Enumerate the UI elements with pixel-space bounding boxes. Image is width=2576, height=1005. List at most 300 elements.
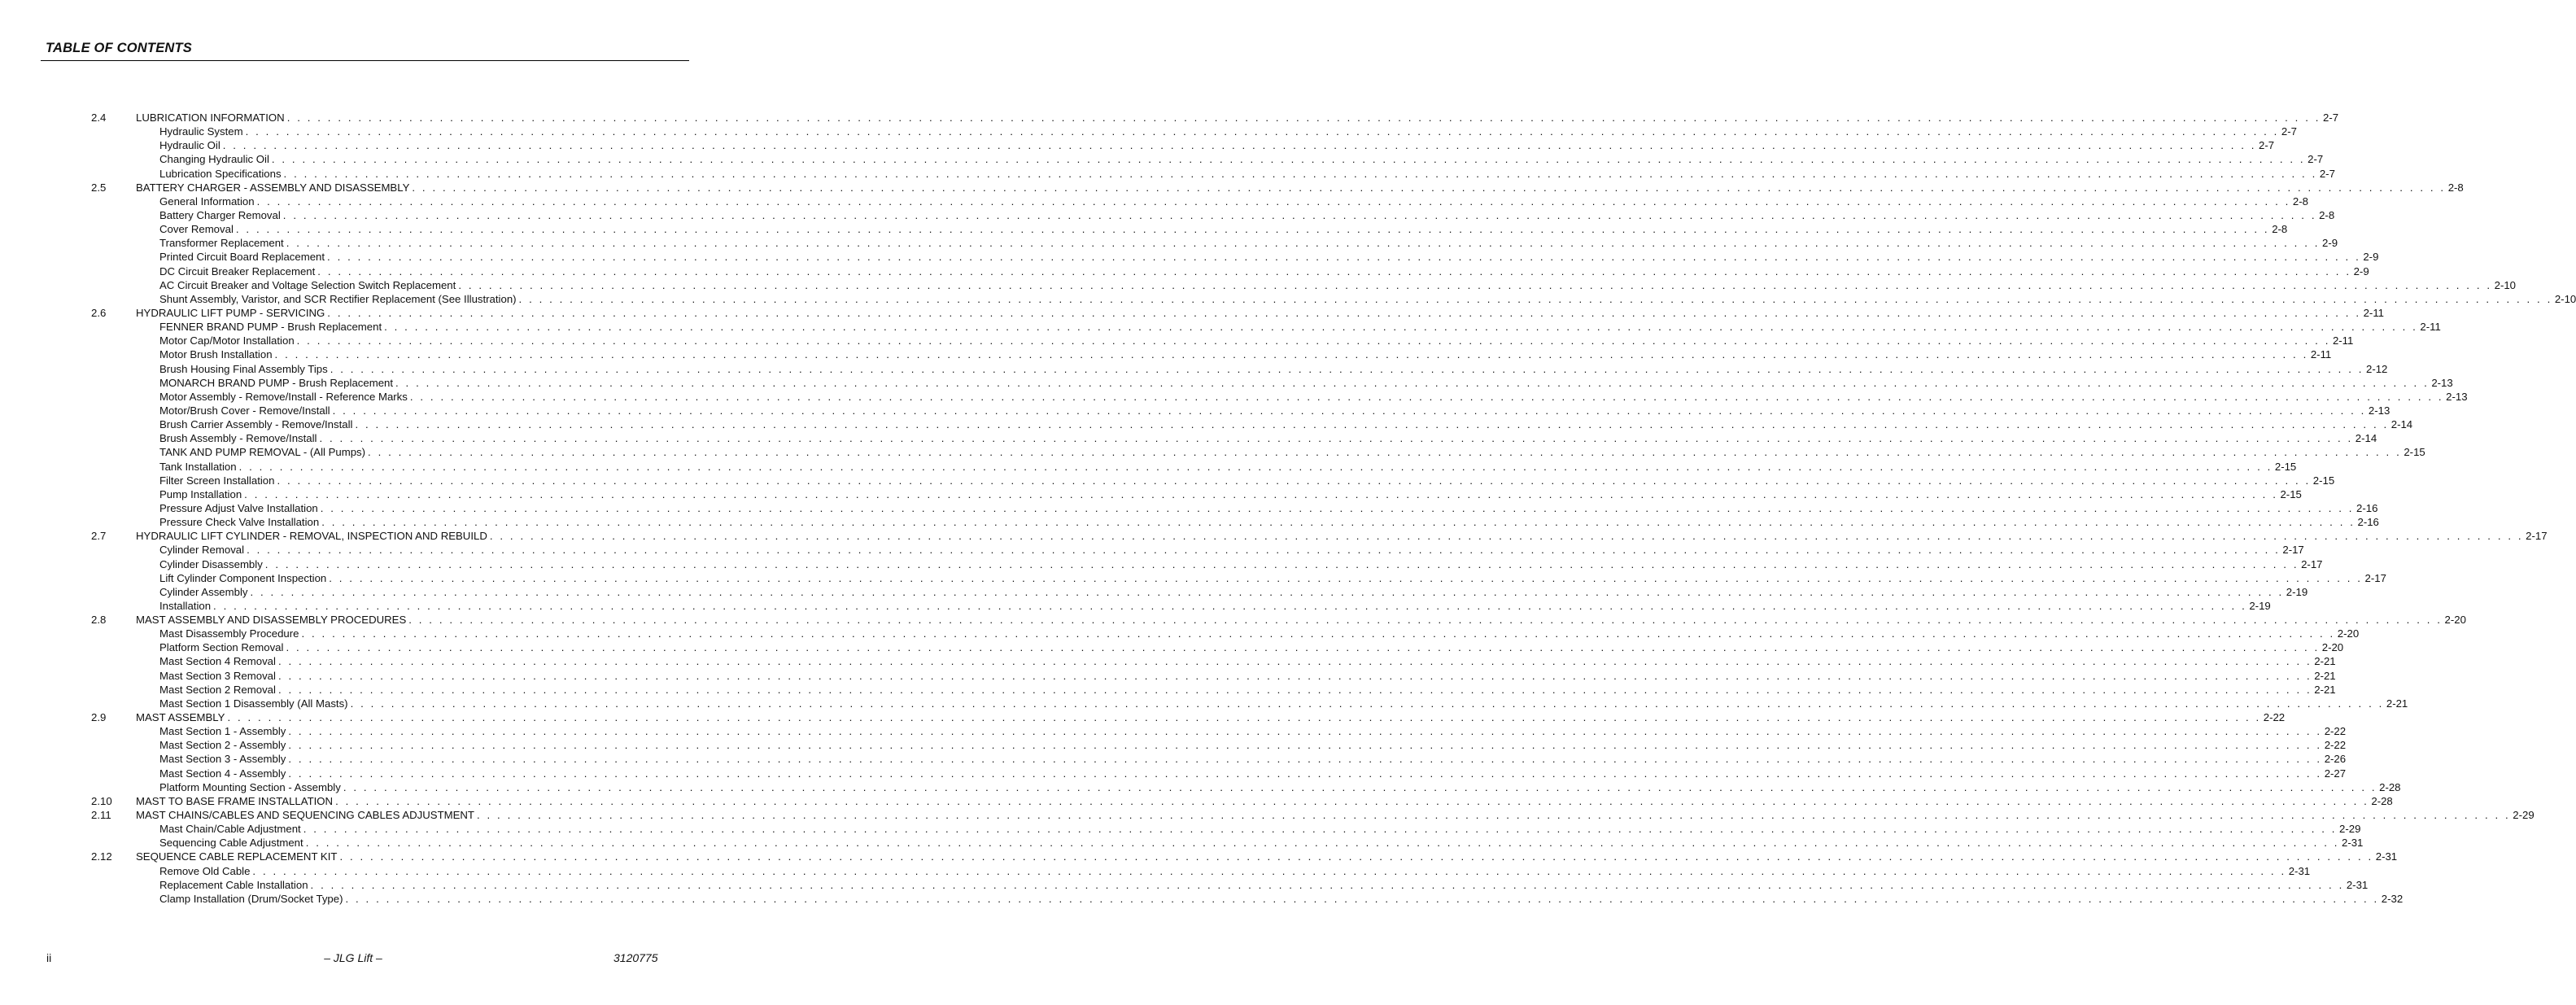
toc-dot-leader: . . . . . . . . . . . . . . . . . . . . . . . . . . . . . . . . . . . . . . . . . . . . . . . . . . . . . . . . . . . . . . . . . . . . . . . . . . . . . . . . . . . . . . . . . . . . . . . . . . . . . . . . . . . . . . . . . . . . . . . . . . . . . . . . . . . . . . . . . . . . . . . . . . . . . . . . . . . . . . . . . . . . . . . . . . . . . . . . . . . . . . . . . . . . . . . . . . . . . . . . (288, 753, 2322, 766)
toc-entry-title: Mast Section 2 Removal (159, 683, 276, 696)
toc-subsection-row[interactable] (91, 585, 2308, 599)
toc-dot-leader: . . . . . . . . . . . . . . . . . . . . . . . . . . . . . . . . . . . . . . . . . . . . . . . . . . . . . . . . . . . . . . . . . . . . . . . . . . . . . . . . . . . . . . . . . . . . . . . . . . . . . . . . . . . . . . . . . . . . . . . . . . . . . . . . . . . . . . . . . . . . . . . . . . . . . . . . . . . . . . . . . . . . . . . . . . . . . . . . . . . . . . . . . . . . . . . . . . . . . . . . (286, 641, 2320, 654)
toc-entry (136, 850, 2398, 863)
toc-entry-title: BATTERY CHARGER - ASSEMBLY AND DISASSEMBLY (136, 181, 410, 194)
toc-entry (159, 334, 2354, 347)
toc-entry (159, 654, 2336, 668)
toc-dot-leader: . . . . . . . . . . . . . . . . . . . . . . . . . . . . . . . . . . . . . . . . . . . . . . . . . . . . . . . . . . . . . . . . . . . . . . . . . . . . . . . . . . . . . . . . . . . . . . . . . . . . . . . . . . . . . . . . . . . . . . . . . . . . . . . . . . . . . . . . . . . . . . . . . . . . . . . . . . . . . . . . . . . . . . . . . . . . . . . . . . . . . . . . . . . . . . . . . . . . . . . . (256, 194, 2290, 208)
toc-entry (159, 194, 2308, 208)
toc-subsection-row[interactable] (91, 431, 2377, 445)
toc-entry (159, 250, 2379, 264)
toc-subsection-row[interactable] (91, 236, 2338, 250)
toc-subsection-row[interactable] (91, 557, 2323, 571)
toc-page-number: 2-21 (2386, 697, 2408, 710)
toc-entry (159, 152, 2324, 166)
toc-dot-leader: . . . . . . . . . . . . . . . . . . . . . . . . . . . . . . . . . . . . . . . . . . . . . . . . . . . . . . . . . . . . . . . . . . . . . . . . . . . . . . . . . . . . . . . . . . . . . . . . . . . . . . . . . . . . . . . . . . . . . . . . . . . . . . . . . . . . . . . . . . . . . . . . . . . . . . . . . . . . . . . . . . . . . . . . . . . . . . . . . . . . . . . . . . . . . . . . . . . . . . . . (319, 432, 2353, 445)
toc-page-number: 2-21 (2314, 683, 2336, 696)
toc-entry (159, 431, 2377, 445)
toc-entry (159, 320, 2441, 334)
toc-subsection-row[interactable] (91, 892, 2404, 906)
toc-entry-title: General Information (159, 194, 255, 208)
toc-entry-title: Pump Installation (159, 487, 242, 500)
toc-entry (159, 892, 2404, 906)
toc-subsection-row[interactable] (91, 445, 2425, 459)
toc-entry (159, 515, 2379, 529)
toc-dot-leader: . . . . . . . . . . . . . . . . . . . . . . . . . . . . . . . . . . . . . . . . . . . . . . . . . . . . . . . . . . . . . . . . . . . . . . . . . . . . . . . . . . . . . . . . . . . . . . . . . . . . . . . . . . . . . . . . . . . . . . . . . . . . . . . . . . . . . . . . . . . . . . . . . . . . . . . . . . . . . . . . . . . . . . . . . . . . . . . . . . . . . . . . . . . . . . . . . . . . . . . . (286, 237, 2320, 250)
toc-page-number: 2-31 (2288, 864, 2311, 877)
toc-page-number: 2-8 (2447, 181, 2464, 194)
toc-entry-title: Brush Housing Final Assembly Tips (159, 362, 328, 375)
toc-subsection-row[interactable] (91, 724, 2347, 738)
toc-dot-leader: . . . . . . . . . . . . . . . . . . . . . . . . . . . . . . . . . . . . . . . . . . . . . . . . . . . . . . . . . . . . . . . . . . . . . . . . . . . . . . . . . . . . . . . . . . . . . . . . . . . . . . . . . . . . . . . . . . . . . . . . . . . . . . . . . . . . . . . . . . . . . . . . . . . . . . . . . . . . . . . . . . . . . . . . . . . . . . . . . . . . . . . . . . . . . . . . . . . . . . . . (252, 864, 2286, 877)
toc-entry-title: HYDRAULIC LIFT PUMP - SERVICING (136, 306, 325, 319)
toc-subsection-row[interactable] (91, 571, 2386, 585)
toc-entry-title: Pressure Check Valve Installation (159, 516, 320, 529)
toc-dot-leader: . . . . . . . . . . . . . . . . . . . . . . . . . . . . . . . . . . . . . . . . . . . . . . . . . . . . . . . . . . . . . . . . . . . . . . . . . . . . . . . . . . . . . . . . . . . . . . . . . . . . . . . . . . . . . . . . . . . . . . . . . . . . . . . . . . . . . . . . . . . . . . . . . . . . . . . . . . . . . . . . . . . . . . . . . . . . . . . . . . . . . . . . . . . . . . . . . . . . . . . . (277, 683, 2312, 696)
toc-section-number: 2.12 (91, 850, 112, 863)
toc-dot-leader: . . . . . . . . . . . . . . . . . . . . . . . . . . . . . . . . . . . . . . . . . . . . . . . . . . . . . . . . . . . . . . . . . . . . . . . . . . . . . . . . . . . . . . . . . . . . . . . . . . . . . . . . . . . . . . . . . . . . . . . . . . . . . . . . . . . . . . . . . . . . . . . . . . . . . . . . . . . . . . . . . . . . . . . . . . . . . . . . . . . . . . . . . . . . . . . . . . . . . . . . (277, 655, 2312, 668)
toc-entry (159, 543, 2304, 557)
toc-dot-leader: . . . . . . . . . . . . . . . . . . . . . . . . . . . . . . . . . . . . . . . . . . . . . . . . . . . . . . . . . . . . . . . . . . . . . . . . . . . . . . . . . . . . . . . . . . . . . . . . . . . . . . . . . . . . . . . . . . . . . . . . . . . . . . . . . . . . . . . . . . . . . . . . . . . . . . . . . . . . . . . . . . . . . . . . . . . . . . . . . . . . . . . . . . . . . . . . . . . . . . . . (305, 837, 2339, 850)
toc-entry-title: Mast Section 4 Removal (159, 655, 276, 668)
toc-subsection-row[interactable] (91, 599, 2271, 613)
toc-page-number: 2-7 (2322, 111, 2339, 124)
toc-page-number: 2-29 (2513, 809, 2535, 822)
toc-page-number: 2-22 (2324, 725, 2347, 738)
toc-dot-leader: . . . . . . . . . . . . . . . . . . . . . . . . . . . . . . . . . . . . . . . . . . . . . . . . . . . . . . . . . . . . . . . . . . . . . . . . . . . . . . . . . . . . . . . . . . . . . . . . . . . . . . . . . . . . . . . . . . . . . . . . . . . . . . . . . . . . . . . . . . . . . . . . . . . . . . . . . . . . . . . . . . . . . . . . . . . . . . . . . . . . . . . . . . . . . . . . . . . . . . . . (286, 111, 2321, 124)
toc-page-number: 2-22 (2324, 739, 2347, 752)
toc-entry-title: Mast Disassembly Procedure (159, 627, 299, 640)
toc-page-number: 2-13 (2368, 404, 2390, 417)
footer-page-number: ii (46, 951, 52, 964)
footer-document-number: 3120775 (613, 951, 658, 964)
toc-entry (159, 640, 2344, 654)
toc-entry-title: Mast Section 2 - Assembly (159, 739, 286, 752)
toc-entry-title: Battery Charger Removal (159, 208, 281, 221)
toc-entry (159, 125, 2297, 138)
toc-page-number: 2-7 (2307, 153, 2324, 166)
toc-dot-leader: . . . . . . . . . . . . . . . . . . . . . . . . . . . . . . . . . . . . . . . . . . . . . . . . . . . . . . . . . . . . . . . . . . . . . . . . . . . . . . . . . . . . . . . . . . . . . . . . . . . . . . . . . . . . . . . . . . . . . . . . . . . . . . . . . . . . . . . . . . . . . . . . . . . . . . . . . . . . . . . . . . . . . . . . . . . . . . . . . . . . . . . . . . . . . . . . . . . . . . . . (408, 614, 2443, 627)
toc-entry (159, 167, 2335, 181)
toc-dot-leader: . . . . . . . . . . . . . . . . . . . . . . . . . . . . . . . . . . . . . . . . . . . . . . . . . . . . . . . . . . . . . . . . . . . . . . . . . . . . . . . . . . . . . . . . . . . . . . . . . . . . . . . . . . . . . . . . . . . . . . . . . . . . . . . . . . . . . . . . . . . . . . . . . . . . . . . . . . . . . . . . . . . . . . . . . . . . . . . . . . . . . . . . . . . . . . . . . . . . . . . . (329, 571, 2363, 584)
toc-dot-leader: . . . . . . . . . . . . . . . . . . . . . . . . . . . . . . . . . . . . . . . . . . . . . . . . . . . . . . . . . . . . . . . . . . . . . . . . . . . . . . . . . . . . . . . . . . . . . . . . . . . . . . . . . . . . . . . . . . . . . . . . . . . . . . . . . . . . . . . . . . . . . . . . . . . . . . . . . . . . . . . . . . . . . . . . . . . . . . . . . . . . . . . . . . . . . . . . . . . . . . . . (222, 139, 2257, 152)
toc-page-number: 2-11 (2363, 306, 2385, 319)
toc-section-row[interactable] (91, 111, 2339, 125)
toc-page-number: 2-19 (2249, 599, 2271, 612)
toc-subsection-row[interactable] (91, 292, 2576, 306)
toc-dot-leader: . . . . . . . . . . . . . . . . . . . . . . . . . . . . . . . . . . . . . . . . . . . . . . . . . . . . . . . . . . . . . . . . . . . . . . . . . . . . . . . . . . . . . . . . . . . . . . . . . . . . . . . . . . . . . . . . . . . . . . . . . . . . . . . . . . . . . . . . . . . . . . . . . . . . . . . . . . . . . . . . . . . . . . . . . . . . . . . . . . . . . . . . . . . . . . . . . . . . . . . . (238, 460, 2273, 473)
toc-entry-title: Motor Brush Installation (159, 348, 273, 361)
toc-subsection-row[interactable] (91, 264, 2369, 278)
toc-section-number: 2.4 (91, 111, 107, 124)
toc-entry (159, 278, 2517, 292)
toc-dot-leader: . . . . . . . . . . . . . . . . . . . . . . . . . . . . . . . . . . . . . . . . . . . . . . . . . . . . . . . . . . . . . . . . . . . . . . . . . . . . . . . . . . . . . . . . . . . . . . . . . . . . . . . . . . . . . . . . . . . . . . . . . . . . . . . . . . . . . . . . . . . . . . . . . . . . . . . . . . . . . . . . . . . . . . . . . . . . . . . . . . . . . . . . . . . . . . . . . . . . . . . . (213, 599, 2247, 612)
toc-dot-leader: . . . . . . . . . . . . . . . . . . . . . . . . . . . . . . . . . . . . . . . . . . . . . . . . . . . . . . . . . . . . . . . . . . . . . . . . . . . . . . . . . . . . . . . . . . . . . . . . . . . . . . . . . . . . . . . . . . . . . . . . . . . . . . . . . . . . . . . . . . . . . . . . . . . . . . . . . . . . . . . . . . . . . . . . . . . . . . . . . . . . . . . . . . . . . . . . . . . . . . . . (335, 794, 2369, 807)
toc-subsection-row[interactable] (91, 320, 2441, 334)
toc-entry (136, 710, 2286, 724)
toc-page-number: 2-29 (2339, 823, 2361, 836)
toc-section-number: 2.11 (91, 809, 111, 822)
toc-entry-title: MAST ASSEMBLY (136, 711, 225, 724)
toc-entry (136, 306, 2385, 320)
toc-entry-title: SEQUENCE CABLE REPLACEMENT KIT (136, 850, 338, 863)
toc-dot-leader: . . . . . . . . . . . . . . . . . . . . . . . . . . . . . . . . . . . . . . . . . . . . . . . . . . . . . . . . . . . . . . . . . . . . . . . . . . . . . . . . . . . . . . . . . . . . . . . . . . . . . . . . . . . . . . . . . . . . . . . . . . . . . . . . . . . . . . . . . . . . . . . . . . . . . . . . . . . . . . . . . . . . . . . . . . . . . . . . . . . . . . . . . . . . . . . . . . . . . . . . (518, 292, 2552, 305)
toc-page-number: 2-9 (2321, 237, 2338, 250)
toc-entry (159, 417, 2413, 431)
toc-entry (159, 599, 2271, 613)
toc-entry-title: TANK AND PUMP REMOVAL - (All Pumps) (159, 446, 366, 459)
toc-page-number: 2-17 (2301, 557, 2323, 570)
toc-entry-title: AC Circuit Breaker and Voltage Selection Switch Replacement (159, 278, 456, 291)
toc-page-number: 2-20 (2444, 614, 2466, 627)
toc-dot-leader: . . . . . . . . . . . . . . . . . . . . . . . . . . . . . . . . . . . . . . . . . . . . . . . . . . . . . . . . . . . . . . . . . . . . . . . . . . . . . . . . . . . . . . . . . . . . . . . . . . . . . . . . . . . . . . . . . . . . . . . . . . . . . . . . . . . . . . . . . . . . . . . . . . . . . . . . . . . . . . . . . . . . . . . . . . . . . . . . . . . . . . . . . . . . . . . . . . . . . . . . (277, 474, 2311, 487)
toc-entry-title: Lubrication Specifications (159, 167, 282, 180)
toc-page-number: 2-7 (2259, 139, 2275, 152)
toc-subsection-row[interactable] (91, 278, 2517, 292)
toc-dot-leader: . . . . . . . . . . . . . . . . . . . . . . . . . . . . . . . . . . . . . . . . . . . . . . . . . . . . . . . . . . . . . . . . . . . . . . . . . . . . . . . . . . . . . . . . . . . . . . . . . . . . . . . . . . . . . . . . . . . . . . . . . . . . . . . . . . . . . . . . . . . . . . . . . . . . . . . . . . . . . . . . . . . . . . . . . . . . . . . . . . . . . . . . . . . . . . . . . . . . . . . . (247, 544, 2281, 557)
toc-page-number: 2-26 (2324, 753, 2347, 766)
toc-entry (159, 724, 2347, 738)
toc-dot-leader: . . . . . . . . . . . . . . . . . . . . . . . . . . . . . . . . . . . . . . . . . . . . . . . . . . . . . . . . . . . . . . . . . . . . . . . . . . . . . . . . . . . . . . . . . . . . . . . . . . . . . . . . . . . . . . . . . . . . . . . . . . . . . . . . . . . . . . . . . . . . . . . . . . . . . . . . . . . . . . . . . . . . . . . . . . . . . . . . . . . . . . . . . . . . . . . . . . . . . . . . (244, 487, 2278, 500)
toc-dot-leader: . . . . . . . . . . . . . . . . . . . . . . . . . . . . . . . . . . . . . . . . . . . . . . . . . . . . . . . . . . . . . . . . . . . . . . . . . . . . . . . . . . . . . . . . . . . . . . . . . . . . . . . . . . . . . . . . . . . . . . . . . . . . . . . . . . . . . . . . . . . . . . . . . . . . . . . . . . . . . . . . . . . . . . . . . . . . . . . . . . . . . . . . . . . . . . . . . . . . . . . . (384, 321, 2418, 334)
toc-entry (159, 264, 2369, 278)
toc-page-number: 2-12 (2366, 362, 2388, 375)
toc-page-number: 2-17 (2526, 530, 2548, 543)
toc-subsection-row[interactable] (91, 194, 2308, 208)
toc-subsection-row[interactable] (91, 152, 2324, 166)
toc-entry (159, 752, 2347, 766)
toc-subsection-row[interactable] (91, 878, 2369, 892)
toc-page-number: 2-14 (2390, 418, 2413, 431)
toc-entry-title: Platform Section Removal (159, 641, 284, 654)
toc-dot-leader: . . . . . . . . . . . . . . . . . . . . . . . . . . . . . . . . . . . . . . . . . . . . . . . . . . . . . . . . . . . . . . . . . . . . . . . . . . . . . . . . . . . . . . . . . . . . . . . . . . . . . . . . . . . . . . . . . . . . . . . . . . . . . . . . . . . . . . . . . . . . . . . . . . . . . . . . . . . . . . . . . . . . . . . . . . . . . . . . . . . . . . . . . . . . . . . . . . . . . . . . (339, 850, 2373, 863)
toc-page-number: 2-17 (2282, 544, 2304, 557)
toc-dot-leader: . . . . . . . . . . . . . . . . . . . . . . . . . . . . . . . . . . . . . . . . . . . . . . . . . . . . . . . . . . . . . . . . . . . . . . . . . . . . . . . . . . . . . . . . . . . . . . . . . . . . . . . . . . . . . . . . . . . . . . . . . . . . . . . . . . . . . . . . . . . . . . . . . . . . . . . . . . . . . . . . . . . . . . . . . . . . . . . . . . . . . . . . . . . . . . . . . . . . . . . . (320, 501, 2355, 514)
toc-entry (159, 864, 2311, 878)
toc-entry (159, 822, 2361, 836)
toc-subsection-row[interactable] (91, 167, 2335, 181)
toc-subsection-row[interactable] (91, 501, 2378, 515)
toc-entry-title: FENNER BRAND PUMP - Brush Replacement (159, 321, 382, 334)
toc-subsection-row[interactable] (91, 767, 2347, 780)
toc-entry-title: MAST CHAINS/CABLES AND SEQUENCING CABLES ADJUSTMENT (136, 809, 474, 822)
toc-entry-title: Hydraulic System (159, 125, 243, 138)
toc-section-number: 2.8 (91, 614, 107, 627)
toc-entry (136, 808, 2535, 822)
toc-entry-title: Mast Chain/Cable Adjustment (159, 823, 301, 836)
toc-entry (159, 501, 2378, 515)
toc-subsection-row[interactable] (91, 627, 2360, 640)
toc-page-number: 2-7 (2281, 125, 2297, 138)
toc-page-number: 2-20 (2337, 627, 2360, 640)
toc-entry-title: Installation (159, 599, 212, 612)
toc-dot-leader: . . . . . . . . . . . . . . . . . . . . . . . . . . . . . . . . . . . . . . . . . . . . . . . . . . . . . . . . . . . . . . . . . . . . . . . . . . . . . . . . . . . . . . . . . . . . . . . . . . . . . . . . . . . . . . . . . . . . . . . . . . . . . . . . . . . . . . . . . . . . . . . . . . . . . . . . . . . . . . . . . . . . . . . . . . . . . . . . . . . . . . . . . . . . . . . . . . . . . . . . (264, 557, 2299, 570)
toc-subsection-row[interactable] (91, 347, 2332, 361)
toc-entry-title: Mast Section 1 Disassembly (All Masts) (159, 697, 348, 710)
toc-subsection-row[interactable] (91, 474, 2335, 487)
toc-dot-leader: . . . . . . . . . . . . . . . . . . . . . . . . . . . . . . . . . . . . . . . . . . . . . . . . . . . . . . . . . . . . . . . . . . . . . . . . . . . . . . . . . . . . . . . . . . . . . . . . . . . . . . . . . . . . . . . . . . . . . . . . . . . . . . . . . . . . . . . . . . . . . . . . . . . . . . . . . . . . . . . . . . . . . . . . . . . . . . . . . . . . . . . . . . . . . . . . . . . . . . . . (458, 278, 2492, 291)
toc-dot-leader: . . . . . . . . . . . . . . . . . . . . . . . . . . . . . . . . . . . . . . . . . . . . . . . . . . . . . . . . . . . . . . . . . . . . . . . . . . . . . . . . . . . . . . . . . . . . . . . . . . . . . . . . . . . . . . . . . . . . . . . . . . . . . . . . . . . . . . . . . . . . . . . . . . . . . . . . . . . . . . . . . . . . . . . . . . . . . . . . . . . . . . . . . . . . . . . . . . . . . . . . (277, 669, 2312, 682)
toc-subsection-row[interactable] (91, 125, 2297, 138)
toc-page-number: 2-8 (2319, 208, 2335, 221)
toc-entry (159, 208, 2335, 222)
toc-subsection-row[interactable] (91, 683, 2336, 697)
toc-dot-leader: . . . . . . . . . . . . . . . . . . . . . . . . . . . . . . . . . . . . . . . . . . . . . . . . . . . . . . . . . . . . . . . . . . . . . . . . . . . . . . . . . . . . . . . . . . . . . . . . . . . . . . . . . . . . . . . . . . . . . . . . . . . . . . . . . . . . . . . . . . . . . . . . . . . . . . . . . . . . . . . . . . . . . . . . . . . . . . . . . . . . . . . . . . . . . . . . . . . . . . . . (489, 530, 2524, 543)
toc-dot-leader: . . . . . . . . . . . . . . . . . . . . . . . . . . . . . . . . . . . . . . . . . . . . . . . . . . . . . . . . . . . . . . . . . . . . . . . . . . . . . . . . . . . . . . . . . . . . . . . . . . . . . . . . . . . . . . . . . . . . . . . . . . . . . . . . . . . . . . . . . . . . . . . . . . . . . . . . . . . . . . . . . . . . . . . . . . . . . . . . . . . . . . . . . . . . . . . . . . . . . . . . (282, 208, 2317, 221)
toc-entry (136, 529, 2548, 543)
toc-page-number: 2-9 (2363, 251, 2379, 264)
toc-subsection-row[interactable] (91, 738, 2347, 752)
toc-entry-title: Hydraulic Oil (159, 139, 220, 152)
toc-dot-leader: . . . . . . . . . . . . . . . . . . . . . . . . . . . . . . . . . . . . . . . . . . . . . . . . . . . . . . . . . . . . . . . . . . . . . . . . . . . . . . . . . . . . . . . . . . . . . . . . . . . . . . . . . . . . . . . . . . . . . . . . . . . . . . . . . . . . . . . . . . . . . . . . . . . . . . . . . . . . . . . . . . . . . . . . . . . . . . . . . . . . . . . . . . . . . . . . . . . . . . . . (327, 251, 2361, 264)
toc-subsection-row[interactable] (91, 543, 2304, 557)
toc-entry (136, 111, 2339, 125)
toc-subsection-row[interactable] (91, 780, 2401, 794)
toc-dot-leader: . . . . . . . . . . . . . . . . . . . . . . . . . . . . . . . . . . . . . . . . . . . . . . . . . . . . . . . . . . . . . . . . . . . . . . . . . . . . . . . . . . . . . . . . . . . . . . . . . . . . . . . . . . . . . . . . . . . . . . . . . . . . . . . . . . . . . . . . . . . . . . . . . . . . . . . . . . . . . . . . . . . . . . . . . . . . . . . . . . . . . . . . . . . . . . . . . . . . . . . . (235, 223, 2270, 236)
toc-entry-title: Cylinder Disassembly (159, 557, 263, 570)
toc-page-number: 2-19 (2286, 585, 2308, 598)
toc-entry (159, 557, 2323, 571)
toc-page-number: 2-7 (2319, 167, 2335, 180)
toc-page-number: 2-31 (2375, 850, 2398, 863)
toc-entry (159, 669, 2336, 683)
toc-entry (159, 138, 2275, 152)
toc-subsection-row[interactable] (91, 864, 2311, 878)
toc-entry-title: DC Circuit Breaker Replacement (159, 264, 316, 277)
toc-section-row[interactable] (91, 613, 2466, 627)
toc-entry-title: MAST ASSEMBLY AND DISASSEMBLY PROCEDURES (136, 614, 407, 627)
toc-entry-title: Pressure Adjust Valve Installation (159, 501, 318, 514)
toc-dot-leader: . . . . . . . . . . . . . . . . . . . . . . . . . . . . . . . . . . . . . . . . . . . . . . . . . . . . . . . . . . . . . . . . . . . . . . . . . . . . . . . . . . . . . . . . . . . . . . . . . . . . . . . . . . . . . . . . . . . . . . . . . . . . . . . . . . . . . . . . . . . . . . . . . . . . . . . . . . . . . . . . . . . . . . . . . . . . . . . . . . . . . . . . . . . . . . . . . . . . . . . . (350, 697, 2384, 710)
toc-entry (159, 474, 2335, 487)
toc-section-row[interactable] (91, 808, 2535, 822)
toc-page-number: 2-22 (2263, 711, 2286, 724)
toc-entry-title: Cylinder Removal (159, 544, 245, 557)
toc-entry-title: Platform Mounting Section - Assembly (159, 780, 341, 793)
toc-entry-title: MONARCH BRAND PUMP - Brush Replacement (159, 376, 394, 389)
toc-entry (159, 585, 2308, 599)
toc-entry (159, 836, 2364, 850)
toc-page-number: 2-8 (2272, 223, 2288, 236)
toc-dot-leader: . . . . . . . . . . . . . . . . . . . . . . . . . . . . . . . . . . . . . . . . . . . . . . . . . . . . . . . . . . . . . . . . . . . . . . . . . . . . . . . . . . . . . . . . . . . . . . . . . . . . . . . . . . . . . . . . . . . . . . . . . . . . . . . . . . . . . . . . . . . . . . . . . . . . . . . . . . . . . . . . . . . . . . . . . . . . . . . . . . . . . . . . . . . . . . . . . . . . . . . . (330, 362, 2364, 375)
toc-section-number: 2.5 (91, 181, 107, 194)
toc-page-number: 2-14 (2355, 432, 2377, 445)
toc-entry-title: Replacement Cable Installation (159, 878, 308, 891)
toc-page-number: 2-21 (2314, 655, 2336, 668)
toc-page-number: 2-16 (2356, 501, 2378, 514)
toc-subsection-row[interactable] (91, 222, 2288, 236)
toc-dot-leader: . . . . . . . . . . . . . . . . . . . . . . . . . . . . . . . . . . . . . . . . . . . . . . . . . . . . . . . . . . . . . . . . . . . . . . . . . . . . . . . . . . . . . . . . . . . . . . . . . . . . . . . . . . . . . . . . . . . . . . . . . . . . . . . . . . . . . . . . . . . . . . . . . . . . . . . . . . . . . . . . . . . . . . . . . . . . . . . . . . . . . . . . . . . . . . . . . . . . . . . . (271, 153, 2306, 166)
toc-section-row[interactable] (91, 794, 2393, 808)
toc-subsection-row[interactable] (91, 822, 2361, 836)
toc-dot-leader: . . . . . . . . . . . . . . . . . . . . . . . . . . . . . . . . . . . . . . . . . . . . . . . . . . . . . . . . . . . . . . . . . . . . . . . . . . . . . . . . . . . . . . . . . . . . . . . . . . . . . . . . . . . . . . . . . . . . . . . . . . . . . . . . . . . . . . . . . . . . . . . . . . . . . . . . . . . . . . . . . . . . . . . . . . . . . . . . . . . . . . . . . . . . . . . . . . . . . . . . (303, 823, 2338, 836)
toc-dot-leader: . . . . . . . . . . . . . . . . . . . . . . . . . . . . . . . . . . . . . . . . . . . . . . . . . . . . . . . . . . . . . . . . . . . . . . . . . . . . . . . . . . . . . . . . . . . . . . . . . . . . . . . . . . . . . . . . . . . . . . . . . . . . . . . . . . . . . . . . . . . . . . . . . . . . . . . . . . . . . . . . . . . . . . . . . . . . . . . . . . . . . . . . . . . . . . . . . . . . . . . . (355, 418, 2389, 431)
toc-dot-leader: . . . . . . . . . . . . . . . . . . . . . . . . . . . . . . . . . . . . . . . . . . . . . . . . . . . . . . . . . . . . . . . . . . . . . . . . . . . . . . . . . . . . . . . . . . . . . . . . . . . . . . . . . . . . . . . . . . . . . . . . . . . . . . . . . . . . . . . . . . . . . . . . . . . . . . . . . . . . . . . . . . . . . . . . . . . . . . . . . . . . . . . . . . . . . . . . . . . . . . . . (412, 181, 2446, 194)
toc-dot-leader: . . . . . . . . . . . . . . . . . . . . . . . . . . . . . . . . . . . . . . . . . . . . . . . . . . . . . . . . . . . . . . . . . . . . . . . . . . . . . . . . . . . . . . . . . . . . . . . . . . . . . . . . . . . . . . . . . . . . . . . . . . . . . . . . . . . . . . . . . . . . . . . . . . . . . . . . . . . . . . . . . . . . . . . . . . . . . . . . . . . . . . . . . . . . . . . . . . . . . . . . (395, 376, 2430, 389)
toc-entry-title: HYDRAULIC LIFT CYLINDER - REMOVAL, INSPECTION AND REBUILD (136, 530, 487, 543)
toc-subsection-row[interactable] (91, 515, 2379, 529)
toc-entry-title: Clamp Installation (Drum/Socket Type) (159, 892, 343, 905)
toc-entry (159, 697, 2408, 710)
toc-subsection-row[interactable] (91, 460, 2297, 474)
toc-dot-leader: . . . . . . . . . . . . . . . . . . . . . . . . . . . . . . . . . . . . . . . . . . . . . . . . . . . . . . . . . . . . . . . . . . . . . . . . . . . . . . . . . . . . . . . . . . . . . . . . . . . . . . . . . . . . . . . . . . . . . . . . . . . . . . . . . . . . . . . . . . . . . . . . . . . . . . . . . . . . . . . . . . . . . . . . . . . . . . . . . . . . . . . . . . . . . . . . . . . . . . . . (310, 878, 2344, 891)
toc-dot-leader: . . . . . . . . . . . . . . . . . . . . . . . . . . . . . . . . . . . . . . . . . . . . . . . . . . . . . . . . . . . . . . . . . . . . . . . . . . . . . . . . . . . . . . . . . . . . . . . . . . . . . . . . . . . . . . . . . . . . . . . . . . . . . . . . . . . . . . . . . . . . . . . . . . . . . . . . . . . . . . . . . . . . . . . . . . . . . . . . . . . . . . . . . . . . . . . . . . . . . . . . (409, 390, 2444, 403)
toc-entry-title: MAST TO BASE FRAME INSTALLATION (136, 794, 334, 807)
toc-entry-title: Printed Circuit Board Replacement (159, 251, 325, 264)
toc-section-number: 2.6 (91, 306, 107, 319)
toc-page-number: 2-15 (2404, 446, 2425, 459)
toc-subsection-row[interactable] (91, 208, 2335, 222)
toc-entry (159, 780, 2401, 794)
toc-page-number: 2-32 (2381, 892, 2404, 905)
toc-entry (159, 445, 2425, 459)
toc-dot-leader: . . . . . . . . . . . . . . . . . . . . . . . . . . . . . . . . . . . . . . . . . . . . . . . . . . . . . . . . . . . . . . . . . . . . . . . . . . . . . . . . . . . . . . . . . . . . . . . . . . . . . . . . . . . . . . . . . . . . . . . . . . . . . . . . . . . . . . . . . . . . . . . . . . . . . . . . . . . . . . . . . . . . . . . . . . . . . . . . . . . . . . . . . . . . . . . . . . . . . . . . (288, 725, 2322, 738)
toc-entry (159, 362, 2388, 376)
toc-entry-title: Remove Old Cable (159, 864, 251, 877)
toc-entry (159, 347, 2332, 361)
toc-subsection-row[interactable] (91, 417, 2413, 431)
toc-entry-title: Shunt Assembly, Varistor, and SCR Rectifier Replacement (See Illustration) (159, 292, 517, 305)
toc-entry-title: Motor Cap/Motor Installation (159, 334, 295, 347)
toc-page-number: 2-31 (2341, 837, 2364, 850)
toc-entry-title: Filter Screen Installation (159, 474, 275, 487)
toc-dot-leader: . . . . . . . . . . . . . . . . . . . . . . . . . . . . . . . . . . . . . . . . . . . . . . . . . . . . . . . . . . . . . . . . . . . . . . . . . . . . . . . . . . . . . . . . . . . . . . . . . . . . . . . . . . . . . . . . . . . . . . . . . . . . . . . . . . . . . . . . . . . . . . . . . . . . . . . . . . . . . . . . . . . . . . . . . . . . . . . . . . . . . . . . . . . . . . . . . . . . . . . . (250, 585, 2284, 598)
toc-entry (159, 222, 2288, 236)
toc-entry-title: Tank Installation (159, 460, 237, 473)
toc-page-number: 2-11 (2420, 321, 2441, 334)
toc-entry-title: Motor Assembly - Remove/Install - Reference Marks (159, 390, 408, 403)
toc-entry (159, 878, 2369, 892)
toc-dot-leader: . . . . . . . . . . . . . . . . . . . . . . . . . . . . . . . . . . . . . . . . . . . . . . . . . . . . . . . . . . . . . . . . . . . . . . . . . . . . . . . . . . . . . . . . . . . . . . . . . . . . . . . . . . . . . . . . . . . . . . . . . . . . . . . . . . . . . . . . . . . . . . . . . . . . . . . . . . . . . . . . . . . . . . . . . . . . . . . . . . . . . . . . . . . . . . . . . . . . . . . . (343, 780, 2377, 793)
toc-entry-title: Mast Section 1 - Assembly (159, 725, 286, 738)
toc-section-row[interactable] (91, 850, 2398, 863)
toc-page-number: 2-13 (2431, 376, 2453, 389)
toc-entry-title: Brush Assembly - Remove/Install (159, 432, 317, 445)
toc-dot-leader: . . . . . . . . . . . . . . . . . . . . . . . . . . . . . . . . . . . . . . . . . . . . . . . . . . . . . . . . . . . . . . . . . . . . . . . . . . . . . . . . . . . . . . . . . . . . . . . . . . . . . . . . . . . . . . . . . . . . . . . . . . . . . . . . . . . . . . . . . . . . . . . . . . . . . . . . . . . . . . . . . . . . . . . . . . . . . . . . . . . . . . . . . . . . . . . . . . . . . . . . (274, 348, 2308, 361)
toc-dot-leader: . . . . . . . . . . . . . . . . . . . . . . . . . . . . . . . . . . . . . . . . . . . . . . . . . . . . . . . . . . . . . . . . . . . . . . . . . . . . . . . . . . . . . . . . . . . . . . . . . . . . . . . . . . . . . . . . . . . . . . . . . . . . . . . . . . . . . . . . . . . . . . . . . . . . . . . . . . . . . . . . . . . . . . . . . . . . . . . . . . . . . . . . . . . . . . . . . . . . . . . . (327, 306, 2361, 319)
toc-subsection-row[interactable] (91, 487, 2302, 501)
toc-section-number: 2.10 (91, 794, 112, 807)
toc-page-number: 2-28 (2371, 794, 2393, 807)
toc-page-number: 2-13 (2446, 390, 2468, 403)
page-title: TABLE OF CONTENTS (46, 41, 193, 55)
toc-subsection-row[interactable] (91, 250, 2379, 264)
toc-entry (159, 487, 2302, 501)
toc-entry-title: Lift Cylinder Component Inspection (159, 571, 327, 584)
toc-entry-title: Mast Section 3 - Assembly (159, 753, 286, 766)
toc-entry (159, 292, 2576, 306)
toc-dot-leader: . . . . . . . . . . . . . . . . . . . . . . . . . . . . . . . . . . . . . . . . . . . . . . . . . . . . . . . . . . . . . . . . . . . . . . . . . . . . . . . . . . . . . . . . . . . . . . . . . . . . . . . . . . . . . . . . . . . . . . . . . . . . . . . . . . . . . . . . . . . . . . . . . . . . . . . . . . . . . . . . . . . . . . . . . . . . . . . . . . . . . . . . . . . . . . . . . . . . . . . . (301, 627, 2335, 640)
toc-entry (136, 613, 2466, 627)
toc-subsection-row[interactable] (91, 138, 2275, 152)
toc-entry (136, 181, 2464, 194)
toc-dot-leader: . . . . . . . . . . . . . . . . . . . . . . . . . . . . . . . . . . . . . . . . . . . . . . . . . . . . . . . . . . . . . . . . . . . . . . . . . . . . . . . . . . . . . . . . . . . . . . . . . . . . . . . . . . . . . . . . . . . . . . . . . . . . . . . . . . . . . . . . . . . . . . . . . . . . . . . . . . . . . . . . . . . . . . . . . . . . . . . . . . . . . . . . . . . . . . . . . . . . . . . . (227, 711, 2261, 724)
toc-page-number: 2-15 (2274, 460, 2297, 473)
toc-dot-leader: . . . . . . . . . . . . . . . . . . . . . . . . . . . . . . . . . . . . . . . . . . . . . . . . . . . . . . . . . . . . . . . . . . . . . . . . . . . . . . . . . . . . . . . . . . . . . . . . . . . . . . . . . . . . . . . . . . . . . . . . . . . . . . . . . . . . . . . . . . . . . . . . . . . . . . . . . . . . . . . . . . . . . . . . . . . . . . . . . . . . . . . . . . . . . . . . . . . . . . . . (288, 739, 2322, 752)
toc-dot-leader: . . . . . . . . . . . . . . . . . . . . . . . . . . . . . . . . . . . . . . . . . . . . . . . . . . . . . . . . . . . . . . . . . . . . . . . . . . . . . . . . . . . . . . . . . . . . . . . . . . . . . . . . . . . . . . . . . . . . . . . . . . . . . . . . . . . . . . . . . . . . . . . . . . . . . . . . . . . . . . . . . . . . . . . . . . . . . . . . . . . . . . . . . . . . . . . . . . . . . . . . (283, 167, 2317, 180)
toc-subsection-row[interactable] (91, 376, 2453, 390)
toc-entry (159, 683, 2336, 697)
toc-dot-leader: . . . . . . . . . . . . . . . . . . . . . . . . . . . . . . . . . . . . . . . . . . . . . . . . . . . . . . . . . . . . . . . . . . . . . . . . . . . . . . . . . . . . . . . . . . . . . . . . . . . . . . . . . . . . . . . . . . . . . . . . . . . . . . . . . . . . . . . . . . . . . . . . . . . . . . . . . . . . . . . . . . . . . . . . . . . . . . . . . . . . . . . . . . . . . . . . . . . . . . . . (345, 892, 2379, 905)
toc-entry (159, 627, 2360, 640)
toc-subsection-row[interactable] (91, 362, 2388, 376)
toc-page-number: 2-16 (2357, 516, 2379, 529)
toc-dot-leader: . . . . . . . . . . . . . . . . . . . . . . . . . . . . . . . . . . . . . . . . . . . . . . . . . . . . . . . . . . . . . . . . . . . . . . . . . . . . . . . . . . . . . . . . . . . . . . . . . . . . . . . . . . . . . . . . . . . . . . . . . . . . . . . . . . . . . . . . . . . . . . . . . . . . . . . . . . . . . . . . . . . . . . . . . . . . . . . . . . . . . . . . . . . . . . . . . . . . . . . . (332, 404, 2366, 417)
toc-dot-leader: . . . . . . . . . . . . . . . . . . . . . . . . . . . . . . . . . . . . . . . . . . . . . . . . . . . . . . . . . . . . . . . . . . . . . . . . . . . . . . . . . . . . . . . . . . . . . . . . . . . . . . . . . . . . . . . . . . . . . . . . . . . . . . . . . . . . . . . . . . . . . . . . . . . . . . . . . . . . . . . . . . . . . . . . . . . . . . . . . . . . . . . . . . . . . . . . . . . . . . . . (368, 446, 2402, 459)
toc-entry-title: Cylinder Assembly (159, 585, 248, 598)
toc-subsection-row[interactable] (91, 404, 2390, 417)
toc-entry-title: Cover Removal (159, 223, 234, 236)
footer-publisher: – JLG Lift – (324, 951, 382, 964)
toc-entry-title: Sequencing Cable Adjustment (159, 837, 303, 850)
toc-section-number: 2.9 (91, 711, 107, 724)
toc-page-number: 2-21 (2314, 669, 2336, 682)
toc-section-row[interactable] (91, 181, 2464, 194)
toc-dot-leader: . . . . . . . . . . . . . . . . . . . . . . . . . . . . . . . . . . . . . . . . . . . . . . . . . . . . . . . . . . . . . . . . . . . . . . . . . . . . . . . . . . . . . . . . . . . . . . . . . . . . . . . . . . . . . . . . . . . . . . . . . . . . . . . . . . . . . . . . . . . . . . . . . . . . . . . . . . . . . . . . . . . . . . . . . . . . . . . . . . . . . . . . . . . . . . . . . . . . . . . . (321, 516, 2356, 529)
toc-subsection-row[interactable] (91, 697, 2408, 710)
toc-section-row[interactable] (91, 710, 2286, 724)
toc-dot-leader: . . . . . . . . . . . . . . . . . . . . . . . . . . . . . . . . . . . . . . . . . . . . . . . . . . . . . . . . . . . . . . . . . . . . . . . . . . . . . . . . . . . . . . . . . . . . . . . . . . . . . . . . . . . . . . . . . . . . . . . . . . . . . . . . . . . . . . . . . . . . . . . . . . . . . . . . . . . . . . . . . . . . . . . . . . . . . . . . . . . . . . . . . . . . . . . . . . . . . . . . (476, 809, 2511, 822)
toc-page-number: 2-10 (2494, 278, 2517, 291)
toc-page-number: 2-31 (2346, 878, 2369, 891)
toc-page-number: 2-8 (2292, 194, 2308, 208)
toc-subsection-row[interactable] (91, 640, 2344, 654)
toc-entry (136, 794, 2393, 808)
table-of-contents (91, 111, 2576, 906)
toc-subsection-row[interactable] (91, 654, 2336, 668)
toc-dot-leader: . . . . . . . . . . . . . . . . . . . . . . . . . . . . . . . . . . . . . . . . . . . . . . . . . . . . . . . . . . . . . . . . . . . . . . . . . . . . . . . . . . . . . . . . . . . . . . . . . . . . . . . . . . . . . . . . . . . . . . . . . . . . . . . . . . . . . . . . . . . . . . . . . . . . . . . . . . . . . . . . . . . . . . . . . . . . . . . . . . . . . . . . . . . . . . . . . . . . . . . . (296, 334, 2330, 347)
toc-entry (159, 404, 2390, 417)
toc-entry-title: Motor/Brush Cover - Remove/Install (159, 404, 330, 417)
toc-subsection-row[interactable] (91, 752, 2347, 766)
toc-page-number: 2-15 (2312, 474, 2335, 487)
toc-page-number: 2-11 (2332, 334, 2354, 347)
toc-subsection-row[interactable] (91, 836, 2364, 850)
toc-page-number: 2-20 (2321, 641, 2344, 654)
toc-entry (159, 460, 2297, 474)
toc-entry (159, 376, 2453, 390)
toc-entry-title: Brush Carrier Assembly - Remove/Install (159, 418, 353, 431)
toc-entry (159, 767, 2347, 780)
toc-page-number: 2-9 (2353, 264, 2369, 277)
toc-section-row[interactable] (91, 306, 2385, 320)
toc-subsection-row[interactable] (91, 669, 2336, 683)
header-divider (41, 60, 689, 61)
toc-subsection-row[interactable] (91, 334, 2354, 347)
toc-dot-leader: . . . . . . . . . . . . . . . . . . . . . . . . . . . . . . . . . . . . . . . . . . . . . . . . . . . . . . . . . . . . . . . . . . . . . . . . . . . . . . . . . . . . . . . . . . . . . . . . . . . . . . . . . . . . . . . . . . . . . . . . . . . . . . . . . . . . . . . . . . . . . . . . . . . . . . . . . . . . . . . . . . . . . . . . . . . . . . . . . . . . . . . . . . . . . . . . . . . . . . . . (288, 767, 2322, 780)
toc-entry (159, 738, 2347, 752)
toc-entry-title: Transformer Replacement (159, 237, 284, 250)
toc-subsection-row[interactable] (91, 390, 2468, 404)
toc-entry-title: Changing Hydraulic Oil (159, 153, 269, 166)
toc-entry (159, 390, 2468, 404)
toc-page-number: 2-11 (2310, 348, 2332, 361)
toc-page-number: 2-27 (2324, 767, 2347, 780)
toc-entry-title: LUBRICATION INFORMATION (136, 111, 285, 124)
toc-dot-leader: . . . . . . . . . . . . . . . . . . . . . . . . . . . . . . . . . . . . . . . . . . . . . . . . . . . . . . . . . . . . . . . . . . . . . . . . . . . . . . . . . . . . . . . . . . . . . . . . . . . . . . . . . . . . . . . . . . . . . . . . . . . . . . . . . . . . . . . . . . . . . . . . . . . . . . . . . . . . . . . . . . . . . . . . . . . . . . . . . . . . . . . . . . . . . . . . . . . . . . . . (317, 264, 2351, 277)
toc-page-number: 2-15 (2280, 487, 2302, 500)
toc-page-number: 2-17 (2364, 571, 2386, 584)
toc-entry (159, 236, 2338, 250)
toc-entry-title: Mast Section 4 - Assembly (159, 767, 286, 780)
toc-entry-title: Mast Section 3 Removal (159, 669, 276, 682)
toc-entry (159, 571, 2386, 585)
toc-section-number: 2.7 (91, 530, 107, 543)
toc-page-number: 2-28 (2379, 780, 2401, 793)
toc-dot-leader: . . . . . . . . . . . . . . . . . . . . . . . . . . . . . . . . . . . . . . . . . . . . . . . . . . . . . . . . . . . . . . . . . . . . . . . . . . . . . . . . . . . . . . . . . . . . . . . . . . . . . . . . . . . . . . . . . . . . . . . . . . . . . . . . . . . . . . . . . . . . . . . . . . . . . . . . . . . . . . . . . . . . . . . . . . . . . . . . . . . . . . . . . . . . . . . . . . . . . . . . (245, 125, 2279, 138)
toc-page-number: 2-10 (2554, 292, 2576, 305)
toc-section-row[interactable] (91, 529, 2548, 543)
